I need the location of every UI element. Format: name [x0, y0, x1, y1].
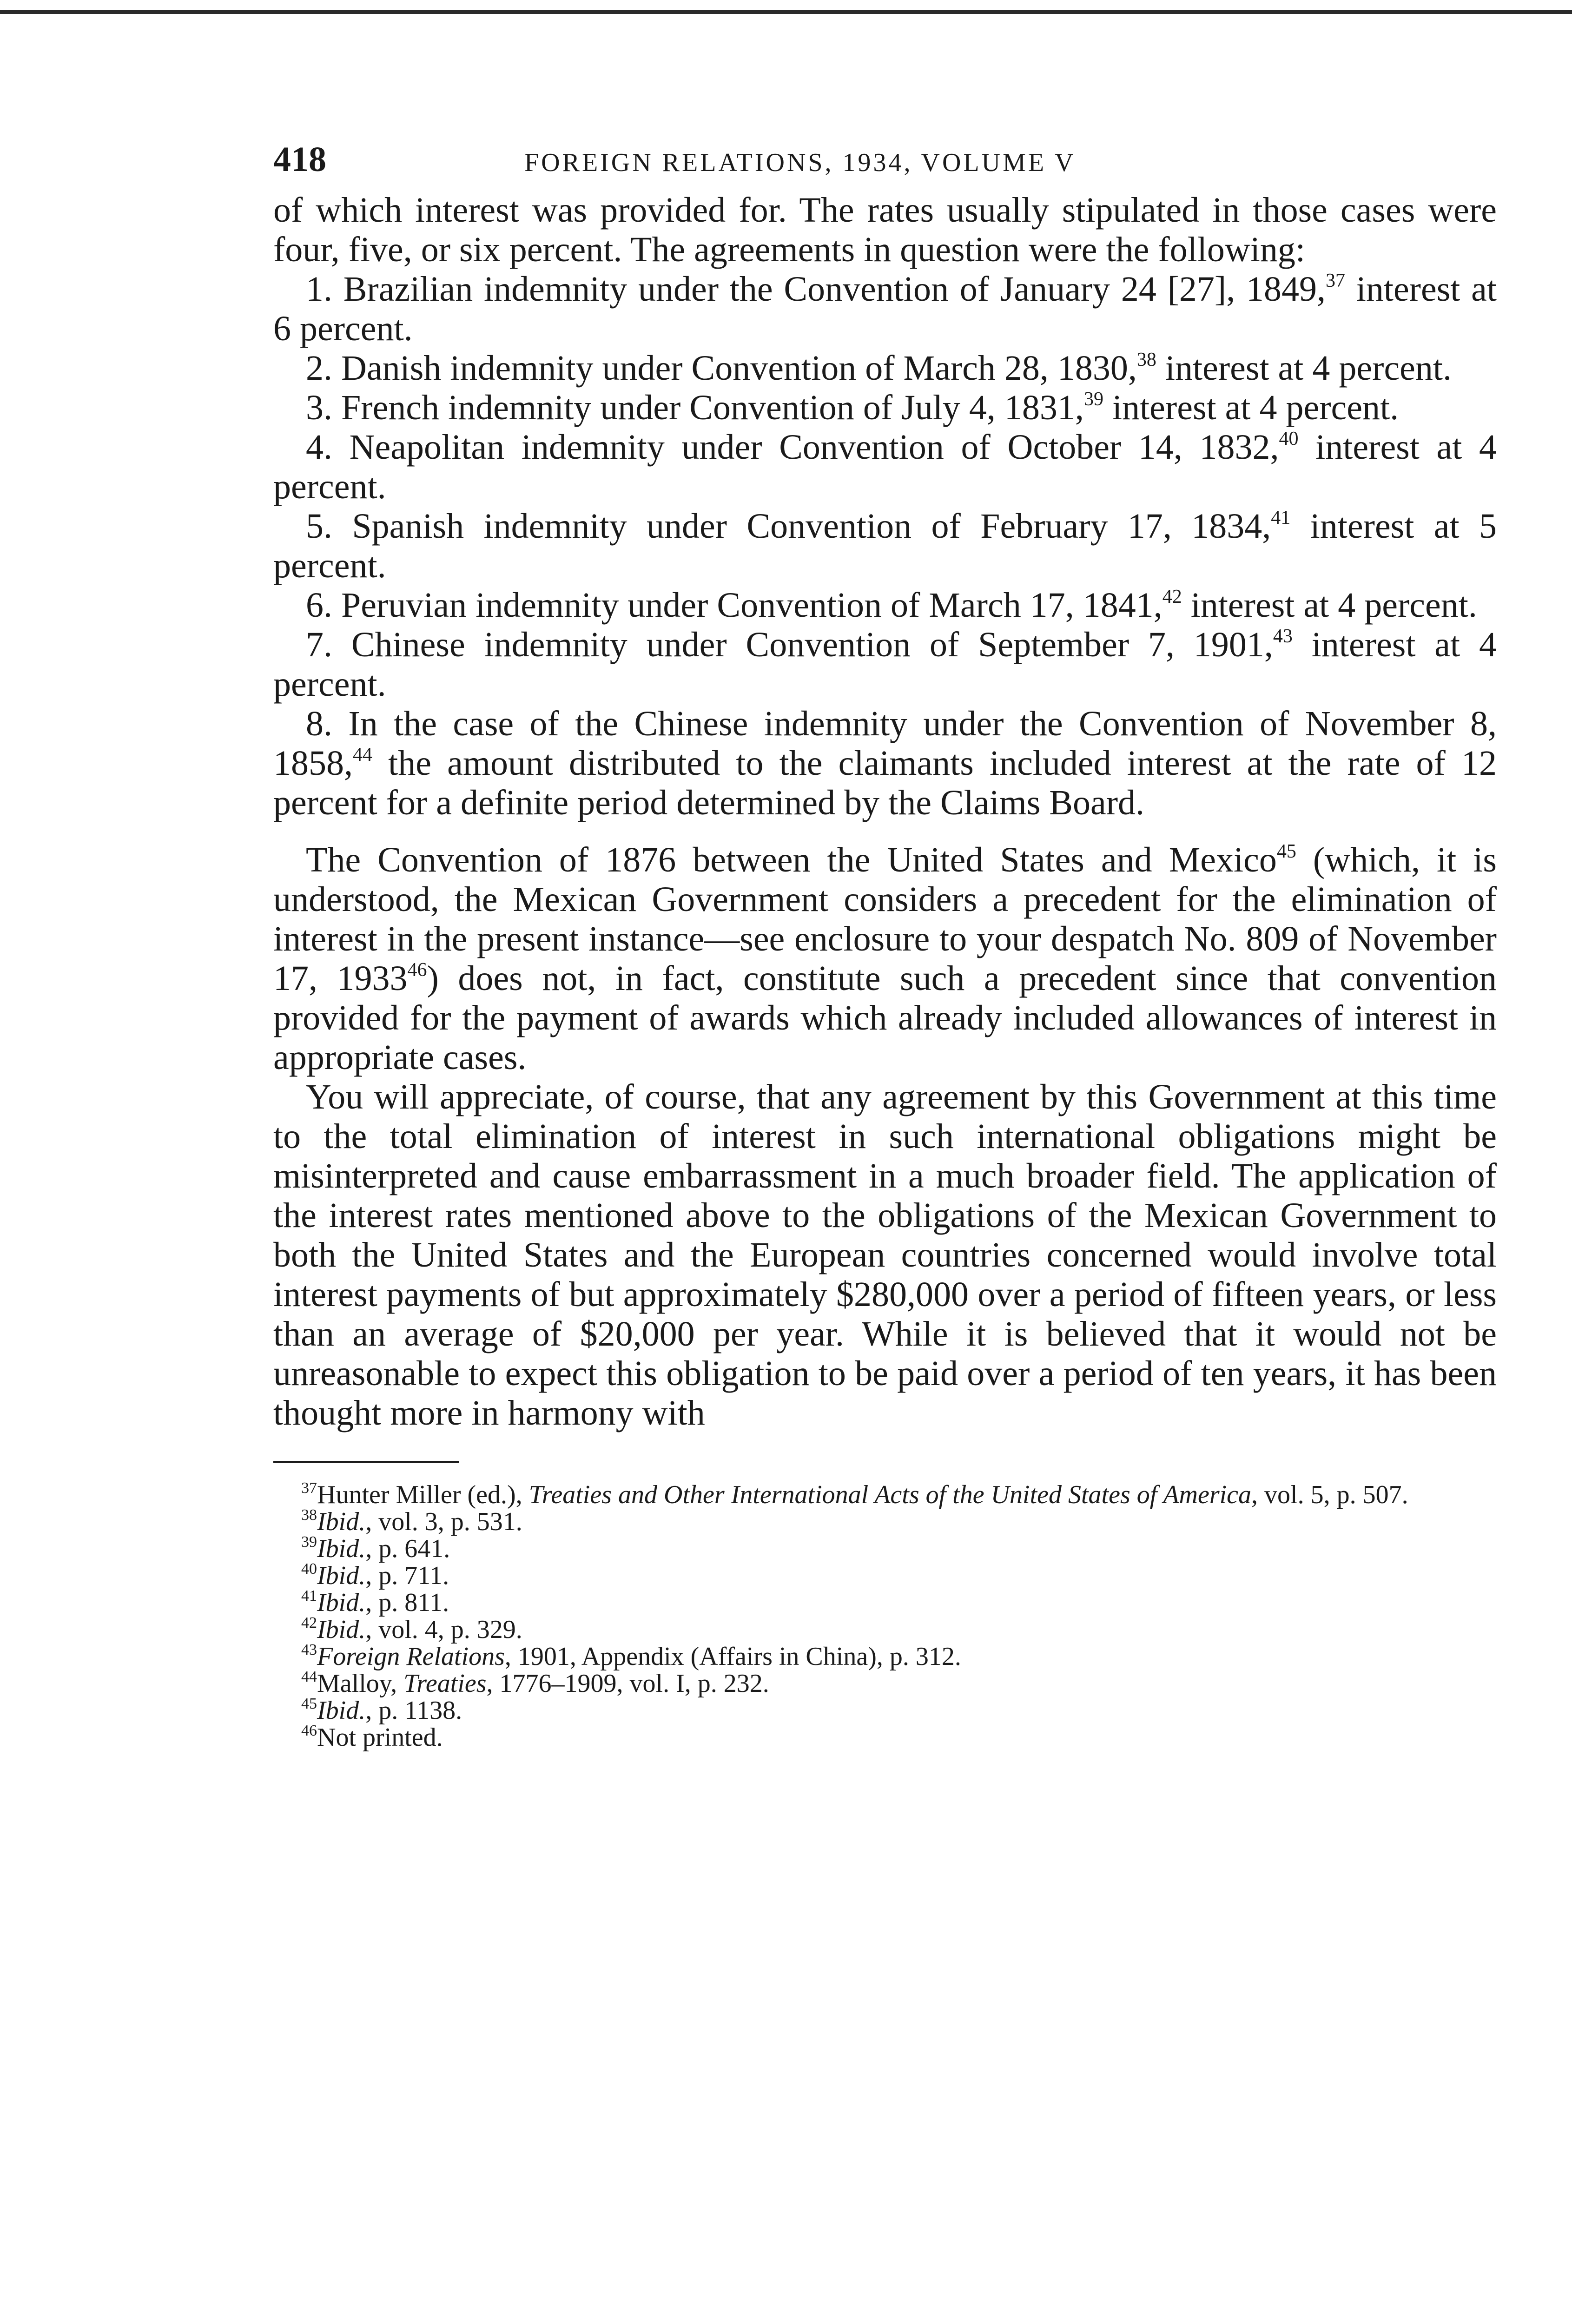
running-head: FOREIGN RELATIONS, 1934, VOLUME V [524, 148, 1076, 177]
footnote-ref: 39 [1083, 389, 1103, 410]
paragraph-text: ) does not, in fact, constitute such a precedent since that convention provided for the payment of awards which already included allowances of interest in appropriate cases. [273, 959, 1497, 1077]
footnote-title: Ibid. [317, 1507, 366, 1536]
list-item-tail: the amount distributed to the claimants included interest at the rate of 12 percent for a definite period determined by the Claims Board. [273, 744, 1497, 822]
footnote-divider [273, 1461, 459, 1463]
list-item-text: 6. Peruvian indemnity under Convention of March 17, 1841, [306, 586, 1162, 625]
list-item-tail: interest at 4 percent. [273, 625, 1497, 704]
footnote-title: Ibid. [317, 1534, 366, 1563]
footnote-ref: 40 [1279, 428, 1299, 449]
list-item-text: 2. Danish indemnity under Convention of March 28, 1830, [306, 349, 1137, 388]
list-item-tail: interest at 4 percent. [1182, 586, 1477, 625]
footnote-ref: 41 [1271, 507, 1291, 528]
footnotes [273, 1481, 1497, 1751]
list-item-text: 1. Brazilian indemnity under the Convention of January 24 [27], 1849, [306, 270, 1326, 309]
list-item-6 [273, 586, 1497, 625]
document-page [273, 135, 1497, 1751]
footnote-number: 44 [301, 1668, 317, 1685]
body-text [273, 191, 1497, 1433]
list-item-8 [273, 704, 1497, 823]
list-item-text: 3. French indemnity under Convention of July 4, 1831, [306, 388, 1084, 427]
footnote-text: , p. 641. [365, 1534, 450, 1563]
footnote-number: 40 [301, 1560, 317, 1578]
footnote-text: , p. 811. [365, 1588, 449, 1617]
footnote-number: 46 [301, 1722, 317, 1739]
paragraph-text: The Convention of 1876 between the United States and Mexico [306, 840, 1277, 879]
footnote-ref: 43 [1273, 626, 1293, 647]
list-item-1 [273, 270, 1497, 349]
page-header [273, 135, 1497, 191]
footnote [273, 1670, 1497, 1697]
footnote [273, 1697, 1497, 1724]
footnote-number: 43 [301, 1641, 317, 1658]
list-item-7 [273, 625, 1497, 704]
list-item-text: 4. Neapolitan indemnity under Convention of October 14, 1832, [306, 428, 1279, 467]
footnote-ref: 45 [1276, 841, 1296, 862]
list-item-tail: interest at 4 percent. [1156, 349, 1452, 388]
footnote-ref: 38 [1136, 349, 1156, 370]
list-item-3 [273, 388, 1497, 428]
list-item-text: 8. In the case of the Chinese indemnity under the Convention of November 8, 1858, [273, 704, 1497, 783]
footnote-title: Foreign Relations [317, 1642, 505, 1671]
footnote-number: 42 [301, 1614, 317, 1631]
footnote [273, 1616, 1497, 1643]
list-item-text: 5. Spanish indemnity under Convention of February 17, 1834, [306, 507, 1271, 546]
footnote-title: Treaties and Other International Acts of the United States of America [528, 1480, 1252, 1509]
footnote-text: , vol. 3, p. 531. [365, 1507, 522, 1536]
list-item-tail: interest at 4 percent. [273, 428, 1497, 506]
footnote [273, 1535, 1497, 1562]
footnote-number: 37 [301, 1479, 317, 1497]
footnote-number: 38 [301, 1506, 317, 1524]
list-item-tail: interest at 6 percent. [273, 270, 1497, 348]
footnote-number: 39 [301, 1533, 317, 1551]
footnote-ref: 37 [1325, 270, 1345, 291]
footnote-number: 41 [301, 1587, 317, 1604]
footnote-title: Ibid. [317, 1615, 366, 1644]
page-number: 418 [273, 140, 326, 179]
footnote-ref: 42 [1162, 586, 1182, 607]
appreciation-paragraph: You will appreciate, of course, that any agreement by this Government at this time to the total elimination of interest in such international obligations might be misinterpreted and cause embarrassment in a much broader field. The application of the interest rates mentioned above to the obligations of the Mexican Government to both the United States and the European countries concerned would involve total interest payments of but approximately $280,000 over a period of fifteen years, or less than an average of $20,000 per year. While it is believed that it would not be unreasonable to expect this obligation to be paid over a period of ten years, it has been thought more in harmony with [273, 1077, 1497, 1433]
footnote [273, 1562, 1497, 1589]
intro-paragraph: of which interest was provided for. The rates usually stipulated in those cases were four, five, or six percent. The agreements in question were the following: [273, 191, 1497, 269]
list-item-4 [273, 428, 1497, 507]
footnote-text: , 1901, Appendix (Affairs in China), p. 312. [504, 1642, 961, 1671]
footnote [273, 1481, 1497, 1508]
footnote-text: Hunter Miller (ed.), [317, 1480, 529, 1509]
footnote-title: Ibid. [317, 1561, 366, 1590]
footnote-text: Not printed. [317, 1723, 443, 1752]
list-item-5 [273, 507, 1497, 586]
footnote [273, 1724, 1497, 1751]
footnote-text: , p. 711. [365, 1561, 449, 1590]
footnote-number: 45 [301, 1695, 317, 1712]
footnote-ref: 46 [407, 959, 427, 981]
footnote-title: Ibid. [317, 1696, 366, 1725]
list-item-tail: interest at 4 percent. [1103, 388, 1399, 427]
list-item-text: 7. Chinese indemnity under Convention of September 7, 1901, [306, 625, 1273, 664]
footnote-text: , vol. 4, p. 329. [365, 1615, 522, 1644]
footnote-text: Malloy, [317, 1669, 404, 1698]
list-item-tail: interest at 5 percent. [273, 507, 1497, 585]
top-border-rule [0, 10, 1572, 14]
footnote-title: Ibid. [317, 1588, 366, 1617]
footnote-text: , p. 1138. [365, 1696, 462, 1725]
paragraph-text: (which, it is understood, the Mexican Government considers a precedent for the elimination of interest in the present instance—see enclosure to your despatch No. 809 of November 17, 1933 [273, 840, 1497, 998]
footnote-ref: 44 [353, 744, 372, 766]
footnote-title: Treaties [403, 1669, 487, 1698]
footnote [273, 1643, 1497, 1670]
footnote-text: , 1776–1909, vol. I, p. 232. [486, 1669, 769, 1698]
convention-1876-paragraph [273, 840, 1497, 1077]
footnote [273, 1589, 1497, 1616]
footnote [273, 1508, 1497, 1535]
footnote-text: , vol. 5, p. 507. [1251, 1480, 1408, 1509]
list-item-2 [273, 349, 1497, 388]
